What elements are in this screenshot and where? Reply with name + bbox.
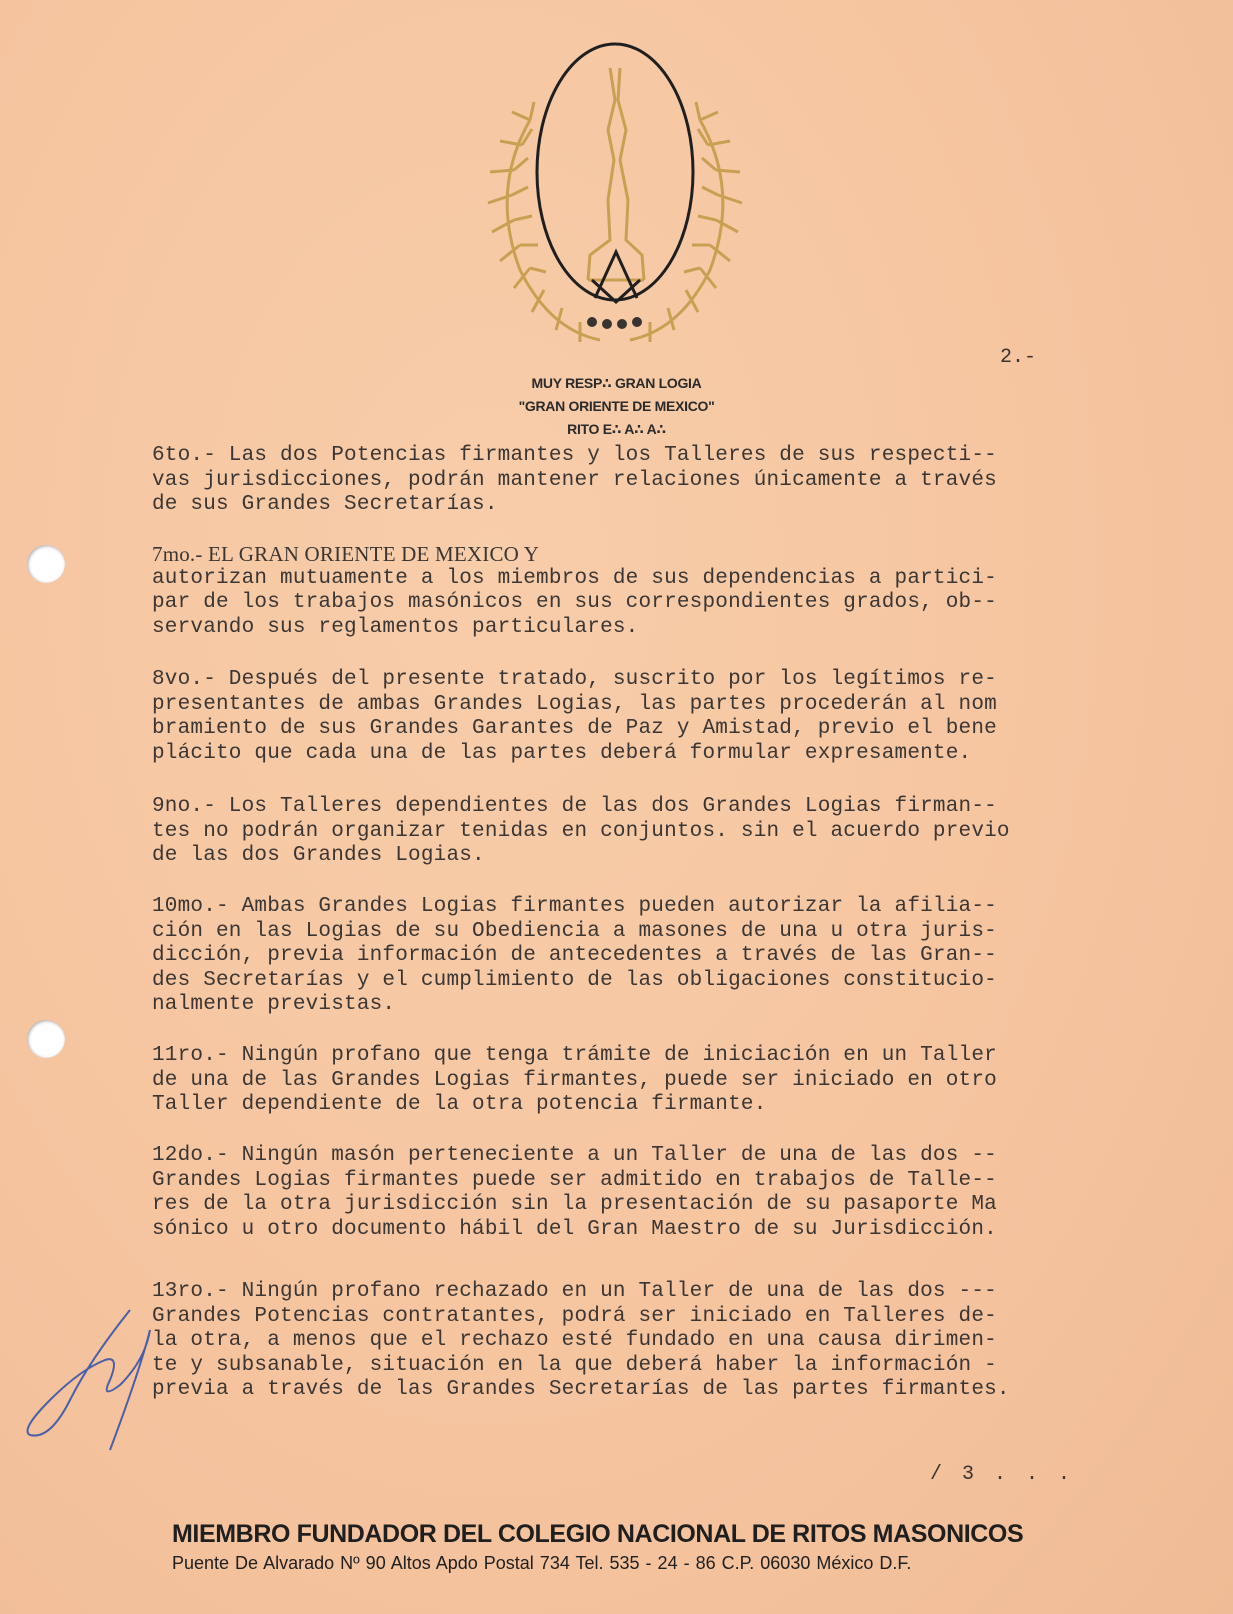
text-line: des Secretarías y el cumplimiento de las obligaciones constitucio- <box>152 968 997 992</box>
footer-address: Puente De Alvarado Nº 90 Altos Apdo Postal 734 Tel. 535 - 24 - 86 C.P. 06030 México D.F. <box>172 1553 912 1573</box>
text-line: autorizan mutuamente a los miembros de sus dependencias a partici- <box>152 566 997 590</box>
text-line: servando sus reglamentos particulares. <box>152 615 639 639</box>
footer-title: MIEMBRO FUNDADOR DEL COLEGIO NACIONAL DE RITOS MASONICOS <box>172 1520 1024 1548</box>
text-line: 8vo.- Después del presente tratado, suscrito por los legítimos re- <box>152 668 997 691</box>
text-line: 6to.- Las dos Potencias firmantes y los Talleres de sus respecti-- <box>152 444 997 467</box>
text-line: Taller dependiente de la otra potencia firmante. <box>152 1093 767 1116</box>
text-line: dicción, previa información de antecedentes a través de las Gran-- <box>152 944 997 967</box>
article-7 <box>152 542 1162 640</box>
text-line-typed-insert: 7mo.- EL GRAN ORIENTE DE MEXICO Y <box>152 542 540 566</box>
text-line: 9no.- Los Talleres dependientes de las dos Grandes Logias firman-- <box>152 795 997 818</box>
text-line: de sus Grandes Secretarías. <box>152 493 498 516</box>
text-line: bramiento de sus Grandes Garantes de Paz y Amistad, previo el bene <box>152 717 997 740</box>
article-9 <box>152 795 1162 869</box>
text-line: presentantes de ambas Grandes Logias, las partes procederán al nom <box>152 692 997 716</box>
text-line: Grandes Potencias contratantes, podrá ser iniciado en Talleres de- <box>152 1304 997 1328</box>
text-line: previa a través de las Grandes Secretarías de las partes firmantes. <box>152 1378 1010 1401</box>
header-rite: RITO E∴ A∴ A∴ <box>567 421 666 437</box>
article-6 <box>152 444 1162 518</box>
punch-hole-bottom <box>27 1020 65 1058</box>
article-12 <box>152 1144 1162 1242</box>
header-lodge-name: MUY RESP∴ GRAN LOGIA <box>531 375 702 391</box>
text-line: sónico u otro documento hábil del Gran Maestro de su Jurisdicción. <box>152 1217 997 1241</box>
text-line: res de la otra jurisdicción sin la presentación de su pasaporte Ma <box>152 1193 997 1216</box>
text-line: te y subsanable, situación en la que deberá haber la información - <box>152 1353 997 1377</box>
text-line: tes no podrán organizar tenidas en conjuntos. sin el acuerdo previo <box>152 819 1010 843</box>
article-11 <box>152 1044 1162 1118</box>
text-line: de las dos Grandes Logias. <box>152 844 485 867</box>
punch-hole-top <box>27 545 65 583</box>
article-13 <box>152 1280 1162 1403</box>
text-line: 11ro.- Ningún profano que tenga trámite de iniciación en un Taller <box>152 1044 997 1067</box>
continuation-marker: / 3 . . . <box>930 1463 1075 1486</box>
text-line: par de los trabajos masónicos en sus correspondientes grados, ob-- <box>152 591 997 614</box>
text-line: la otra, a menos que el rechazo esté fundado en una causa dirimen- <box>152 1329 997 1352</box>
text-line: vas jurisdicciones, podrán mantener relaciones únicamente a través <box>152 468 997 492</box>
text-line: 10mo.- Ambas Grandes Logias firmantes pueden autorizar la afilia-- <box>152 895 997 918</box>
article-8 <box>152 668 1162 766</box>
page-number: 2.- <box>1000 346 1037 369</box>
handwritten-initials-signature <box>10 1300 180 1460</box>
text-line: de una de las Grandes Logias firmantes, puede ser iniciado en otro <box>152 1068 997 1092</box>
text-line: nalmente previstas. <box>152 993 396 1016</box>
lodge-emblem-logo <box>470 40 760 350</box>
article-10 <box>152 895 1162 1018</box>
text-line: 13ro.- Ningún profano rechazado en un Taller de una de las dos --- <box>152 1280 997 1303</box>
text-line: plácito que cada una de las partes deberá formular expresamente. <box>152 741 972 765</box>
text-line: Grandes Logias firmantes puede ser admitido en trabajos de Talle-- <box>152 1168 997 1192</box>
text-line: ción en las Logias de su Obediencia a masones de una u otra juris- <box>152 919 997 943</box>
text-line: 12do.- Ningún masón perteneciente a un Taller de una de las dos -- <box>152 1144 997 1167</box>
header-orient-name: "GRAN ORIENTE DE MEXICO" <box>518 398 715 414</box>
